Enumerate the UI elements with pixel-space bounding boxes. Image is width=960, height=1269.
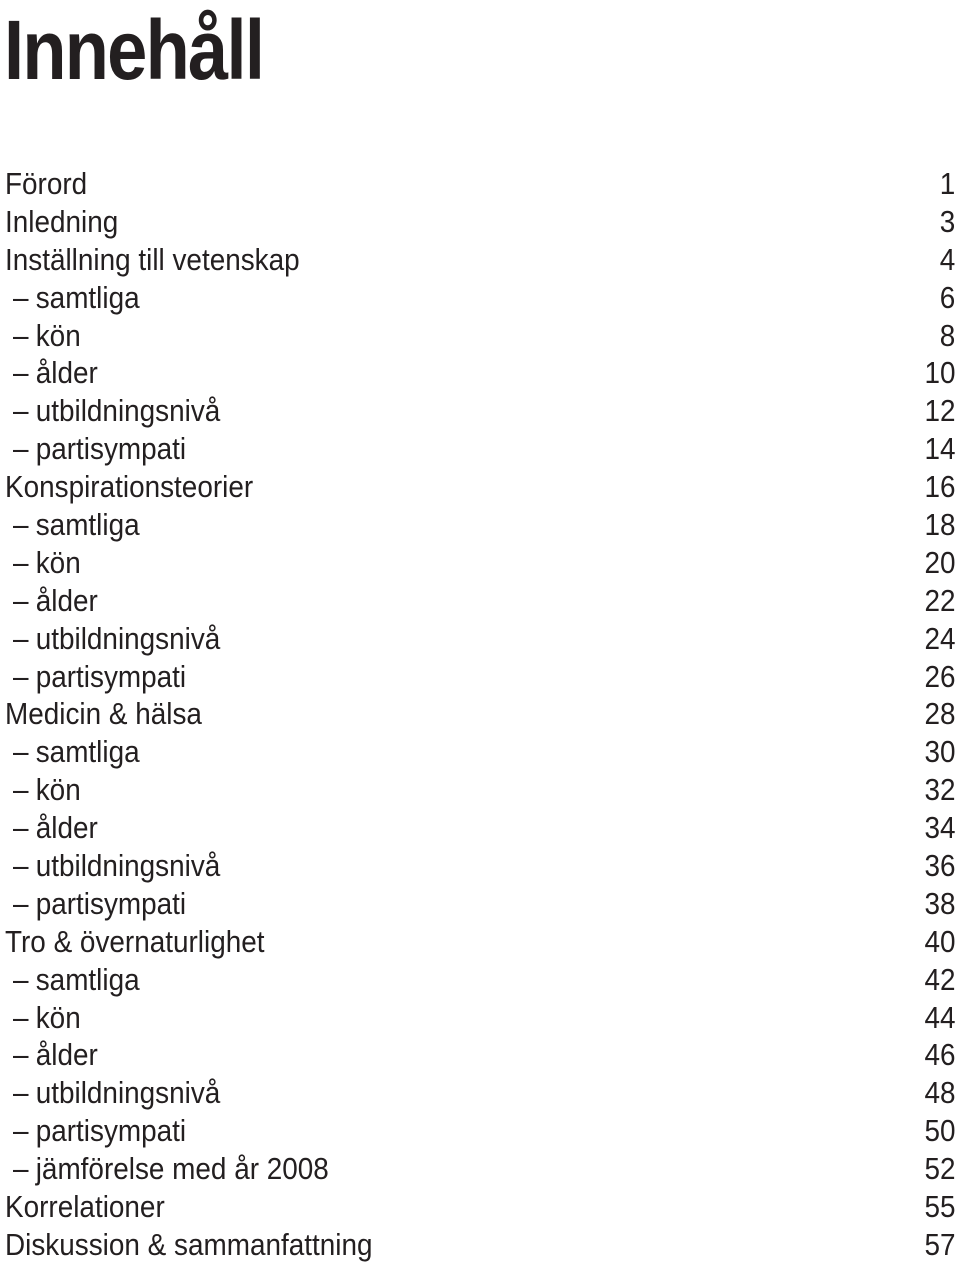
toc-subentry[interactable] bbox=[0, 430, 960, 468]
dash-marker: – bbox=[13, 1113, 29, 1149]
toc-entry-tro-och-overnaturlighet[interactable] bbox=[0, 923, 960, 961]
toc-subentry-label: kön bbox=[35, 317, 81, 353]
toc-subentry-label: samtliga bbox=[35, 734, 140, 770]
toc-subentry-label: partisympati bbox=[35, 1113, 187, 1149]
toc-entry-label: Tro & övernaturlighet bbox=[5, 923, 265, 959]
dash-marker: – bbox=[13, 658, 29, 694]
toc-subentry[interactable] bbox=[0, 506, 960, 544]
toc-subentry[interactable] bbox=[0, 1150, 960, 1188]
toc-entry-page: 48 bbox=[923, 1075, 955, 1111]
toc-subentry-label: partisympati bbox=[35, 431, 187, 467]
toc-entry-page: 12 bbox=[923, 393, 955, 429]
toc-subentry[interactable] bbox=[0, 392, 960, 430]
toc-entry-page: 16 bbox=[923, 469, 955, 505]
toc-subentry-label: ålder bbox=[35, 582, 98, 618]
toc-entry-inledning[interactable] bbox=[0, 203, 960, 241]
toc-subentry[interactable] bbox=[0, 1074, 960, 1112]
toc-entry-konspirationsteorier[interactable] bbox=[0, 468, 960, 506]
toc-entry-page: 42 bbox=[923, 961, 955, 997]
dash-marker: – bbox=[13, 507, 29, 543]
toc-subentry[interactable] bbox=[0, 847, 960, 885]
toc-subentry[interactable] bbox=[0, 658, 960, 696]
dash-marker: – bbox=[13, 734, 29, 770]
toc-entry-page: 10 bbox=[923, 355, 955, 391]
toc-subentry[interactable] bbox=[0, 317, 960, 355]
toc-entry-label: Inställning till vetenskap bbox=[5, 241, 300, 277]
toc-subentry[interactable] bbox=[0, 354, 960, 392]
dash-marker: – bbox=[13, 317, 29, 353]
toc-entry-page: 55 bbox=[923, 1189, 955, 1225]
toc-subentry[interactable] bbox=[0, 544, 960, 582]
toc-entry-page: 38 bbox=[923, 885, 955, 921]
toc-subentry-label: samtliga bbox=[35, 279, 140, 315]
toc-entry-page: 46 bbox=[923, 1037, 955, 1073]
toc-subentry[interactable] bbox=[0, 809, 960, 847]
toc-subentry-label: kön bbox=[35, 544, 81, 580]
page-title: Innehåll bbox=[4, 3, 264, 97]
dash-marker: – bbox=[13, 961, 29, 997]
dash-marker: – bbox=[13, 582, 29, 618]
toc-subentry-label: utbildningsnivå bbox=[35, 1075, 221, 1111]
toc-entry-page: 50 bbox=[923, 1113, 955, 1149]
toc-subentry[interactable] bbox=[0, 1036, 960, 1074]
dash-marker: – bbox=[13, 620, 29, 656]
dash-marker: – bbox=[13, 999, 29, 1035]
toc-entry-diskussion-och-sammanfattning[interactable] bbox=[0, 1226, 960, 1264]
toc-entry-page: 26 bbox=[923, 658, 955, 694]
toc-entry-label: Korrelationer bbox=[5, 1189, 165, 1225]
toc-subentry[interactable] bbox=[0, 999, 960, 1037]
toc-entry-page: 24 bbox=[923, 620, 955, 656]
toc-subentry-label: samtliga bbox=[35, 961, 140, 997]
toc-subentry-label: jämförelse med år 2008 bbox=[35, 1151, 329, 1187]
toc-subentry[interactable] bbox=[0, 620, 960, 658]
toc-entry-page: 30 bbox=[923, 734, 955, 770]
toc-entry-page: 18 bbox=[923, 507, 955, 543]
toc-entry-forord[interactable] bbox=[0, 165, 960, 203]
dash-marker: – bbox=[13, 355, 29, 391]
toc-subentry[interactable] bbox=[0, 733, 960, 771]
toc-entry-page: 8 bbox=[939, 317, 955, 353]
toc-subentry-label: ålder bbox=[35, 1037, 98, 1073]
toc-entry-label: Förord bbox=[5, 166, 88, 201]
toc-subentry-label: partisympati bbox=[35, 885, 187, 921]
toc-subentry[interactable] bbox=[0, 961, 960, 999]
dash-marker: – bbox=[13, 279, 29, 315]
toc-entry-page: 3 bbox=[939, 203, 955, 239]
toc-entry-page: 36 bbox=[923, 848, 955, 884]
toc-subentry-label: utbildningsnivå bbox=[35, 848, 221, 884]
toc-entry-page: 52 bbox=[923, 1151, 955, 1187]
toc-entry-label: Diskussion & sammanfattning bbox=[5, 1226, 373, 1262]
toc-entry-page: 34 bbox=[923, 810, 955, 846]
toc-entry-page: 20 bbox=[923, 544, 955, 580]
toc-subentry[interactable] bbox=[0, 582, 960, 620]
table-of-contents bbox=[0, 165, 960, 1264]
dash-marker: – bbox=[13, 431, 29, 467]
toc-entry-page: 14 bbox=[923, 431, 955, 467]
toc-entry-korrelationer[interactable] bbox=[0, 1188, 960, 1226]
toc-subentry-label: partisympati bbox=[35, 658, 187, 694]
toc-subentry[interactable] bbox=[0, 771, 960, 809]
toc-entry-page: 57 bbox=[923, 1226, 955, 1262]
toc-entry-page: 22 bbox=[923, 582, 955, 618]
toc-subentry-label: utbildningsnivå bbox=[35, 393, 221, 429]
toc-subentry-label: ålder bbox=[35, 355, 98, 391]
toc-entry-page: 28 bbox=[923, 696, 955, 732]
toc-subentry-label: utbildningsnivå bbox=[35, 620, 221, 656]
toc-entry-page: 6 bbox=[939, 279, 955, 315]
dash-marker: – bbox=[13, 810, 29, 846]
toc-entry-page: 40 bbox=[923, 923, 955, 959]
toc-subentry-label: kön bbox=[35, 772, 81, 808]
dash-marker: – bbox=[13, 885, 29, 921]
dash-marker: – bbox=[13, 848, 29, 884]
dash-marker: – bbox=[13, 1037, 29, 1073]
toc-entry-label: Medicin & hälsa bbox=[5, 696, 202, 732]
toc-subentry-label: kön bbox=[35, 999, 81, 1035]
dash-marker: – bbox=[13, 1075, 29, 1111]
toc-entry-page: 1 bbox=[939, 166, 955, 201]
toc-entry-label: Konspirationsteorier bbox=[5, 469, 254, 505]
toc-subentry-label: samtliga bbox=[35, 507, 140, 543]
dash-marker: – bbox=[13, 1151, 29, 1187]
toc-subentry-label: ålder bbox=[35, 810, 98, 846]
dash-marker: – bbox=[13, 544, 29, 580]
dash-marker: – bbox=[13, 393, 29, 429]
toc-entry-medicin-och-halsa[interactable] bbox=[0, 695, 960, 733]
toc-subentry[interactable] bbox=[0, 885, 960, 923]
toc-entry-installning-till-vetenskap[interactable] bbox=[0, 241, 960, 279]
dash-marker: – bbox=[13, 772, 29, 808]
toc-subentry[interactable] bbox=[0, 1112, 960, 1150]
toc-entry-page: 32 bbox=[923, 772, 955, 808]
toc-subentry[interactable] bbox=[0, 279, 960, 317]
toc-entry-label: Inledning bbox=[5, 203, 119, 239]
toc-entry-page: 4 bbox=[939, 241, 955, 277]
toc-entry-page: 44 bbox=[923, 999, 955, 1035]
